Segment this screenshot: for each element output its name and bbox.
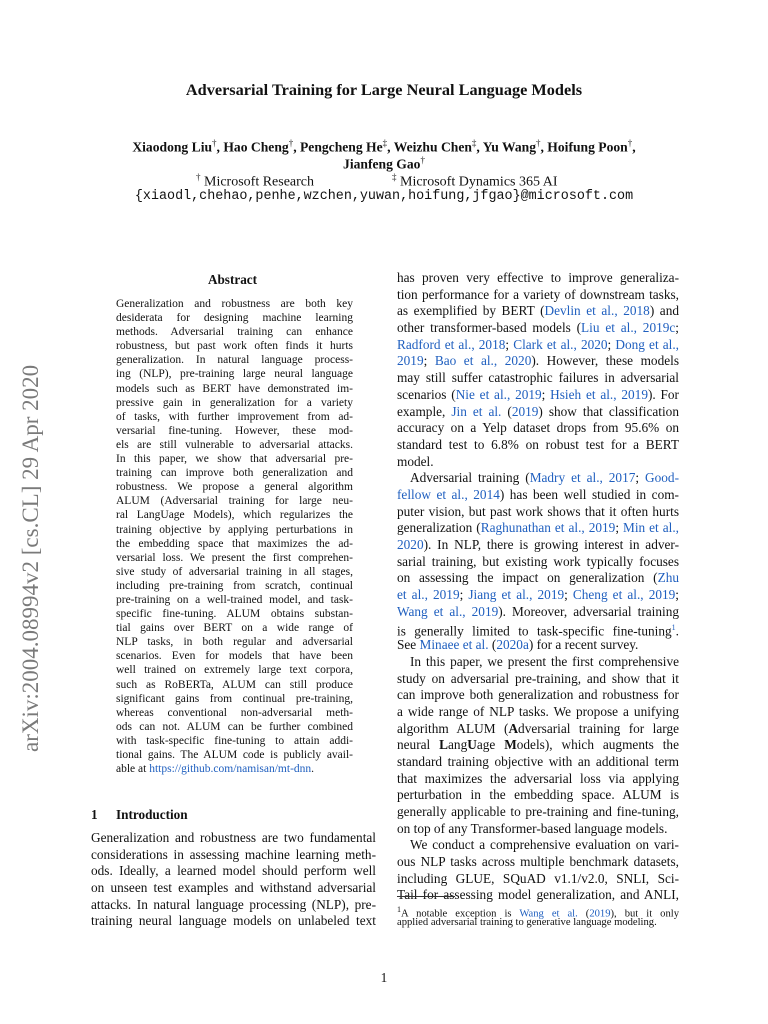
footnote-ref[interactable]: 1	[671, 623, 676, 633]
abstract-line: the embedding space that maximizes the ad-	[116, 537, 353, 550]
affiliation	[196, 172, 314, 191]
arxiv-stamp-text: arXiv:2004.08994v2 [cs.CL] 29 Apr 2020	[18, 364, 43, 752]
body-text: is generally limited to task-specific fine-tuning	[397, 623, 672, 639]
body-line	[397, 520, 679, 537]
body-text: that maximizes the adversarial loss via applying	[397, 770, 679, 786]
citation-link[interactable]: fellow et al.,	[397, 486, 468, 502]
affiliation	[392, 172, 557, 191]
citation-link[interactable]: 2020	[580, 336, 608, 352]
body-line	[397, 570, 679, 587]
abstract-line: such as RoBERTa, ALUM can still produce	[116, 678, 353, 691]
abstract-line: ALUM (Adversarial training for large neu-	[116, 495, 353, 508]
body-line	[397, 721, 679, 738]
citation-year-link[interactable]: 2019	[589, 908, 611, 920]
citation-link[interactable]: 2019	[515, 386, 542, 402]
author-affiliation-mark: ‡	[382, 138, 388, 148]
body-line	[397, 804, 679, 821]
citation-link[interactable]: Bao et al.,	[434, 353, 498, 369]
abstract-body	[116, 297, 353, 776]
abstract-line: whereas conventional non-adversarial meth-	[116, 706, 353, 719]
body-text: standard test to 6.8% on robust test for a BERT	[397, 436, 679, 452]
body-line	[397, 854, 679, 871]
emphasis-letter: U	[467, 737, 477, 753]
abstract-line: pressive gain in generalization for a variety	[116, 396, 353, 409]
body-text: generalization (	[397, 520, 481, 536]
abstract-line: scenarios. Even for models that have been	[116, 650, 353, 663]
abstract-line: models such as BERT have demonstrated im-	[116, 382, 353, 395]
body-text	[497, 353, 505, 368]
citation-link[interactable]: 2018	[478, 336, 506, 352]
body-line	[397, 587, 679, 604]
body-text: scenarios (	[397, 386, 456, 402]
body-text: age	[476, 737, 505, 753]
author-name: Jianfeng Gao	[343, 156, 421, 172]
abstract-line: robustness, but past work often finds it hurts	[116, 340, 353, 353]
body-text: a wide range of NLP tasks. We propose a unifying	[397, 703, 679, 719]
body-text: (	[488, 637, 497, 653]
author-separator: ,	[540, 139, 548, 155]
body-line	[397, 420, 679, 437]
body-text: ;	[564, 587, 573, 603]
body-line	[397, 404, 679, 421]
abstract-line: Generalization and robustness are both key	[116, 298, 353, 310]
body-text: neural	[397, 737, 440, 753]
abstract-line: well trained on extremely large text corpora,	[116, 664, 353, 677]
body-line	[397, 454, 679, 471]
body-text: accuracy on a Yelp dataset drops from 95.6% on	[397, 420, 679, 436]
intro-right-column	[397, 270, 679, 904]
abstract-line: generalization. In natural language process-	[116, 354, 353, 367]
author-name: Xiaodong Liu	[132, 139, 213, 155]
citation-link[interactable]: Dong et al.,	[615, 336, 680, 352]
body-text: standard training objective with an additional term	[397, 753, 679, 769]
affiliation-mark: ‡	[392, 172, 397, 182]
body-line	[397, 554, 679, 571]
author-separator: ,	[476, 139, 483, 155]
body-text: has proven very effective to improve generaliza-	[397, 270, 679, 285]
citation-link[interactable]: Liu et al.,	[581, 320, 637, 336]
code-link[interactable]: https://github.com/namisan/mt-dnn	[149, 763, 312, 776]
emphasis-letter: M	[504, 737, 517, 753]
abstract-line: tional gains. The ALUM code is publicly avail-	[116, 749, 353, 761]
body-line	[397, 287, 679, 304]
author-affiliation-mark: †	[288, 138, 294, 148]
citation-link[interactable]: Nie et al.,	[455, 386, 511, 402]
citation-link[interactable]: 2014	[473, 486, 500, 502]
citation-link[interactable]: 2018	[623, 303, 650, 319]
body-line	[397, 270, 679, 287]
citation-link[interactable]: Hsieh et al.,	[550, 386, 617, 402]
body-line: training neural language models on unlabeled text	[91, 913, 376, 929]
abstract-line: significant gains from continual pre-training,	[116, 692, 353, 705]
body-text: model.	[397, 453, 434, 469]
citation-link[interactable]: Zhu	[657, 570, 679, 586]
citation-link[interactable]: 2017	[608, 470, 636, 486]
citation-link[interactable]: 2019	[537, 587, 565, 603]
body-line	[397, 671, 679, 688]
abstract-line: NLP tasks, in both regular and adversarial	[116, 636, 353, 649]
paper-title: Adversarial Training for Large Neural Language Models	[185, 80, 583, 99]
body-text: ;	[635, 470, 646, 486]
author-separator: ,	[216, 139, 224, 155]
arxiv-stamp	[18, 322, 44, 752]
body-line	[397, 487, 679, 504]
author-name: Weizhu Chen	[393, 139, 472, 155]
body-line	[397, 821, 679, 838]
abstract-line	[116, 762, 353, 776]
abstract-line: versarial loss. We present the first comprehen-	[116, 551, 353, 564]
body-line: on unseen test examples and withstand adversarial	[91, 880, 376, 896]
emphasis-letter: A	[508, 720, 519, 736]
body-text: ous NLP tasks across multiple benchmark datasets,	[397, 854, 679, 870]
body-text: puter vision, but past work shows that it often hurts	[397, 503, 679, 519]
footnote	[397, 903, 679, 930]
body-text: study on adversarial pre-training, and show that it	[397, 670, 679, 686]
footnote-line: applied adversarial training to generative language modeling.	[397, 917, 657, 929]
body-line: Generalization and robustness are two fundamental	[91, 830, 376, 845]
body-line	[397, 387, 679, 404]
abstract-line: specific fine-tuning. ALUM obtains substan-	[116, 608, 353, 621]
author-emails: {xiaodl,chehao,penhe,wzchen,yuwan,hoifung,jfgao}@microsoft.com	[134, 189, 634, 204]
body-line: ods. Ideally, a learned model should perform well	[91, 863, 376, 879]
author-name: Yu Wang	[482, 139, 536, 155]
author-line-2	[0, 155, 768, 173]
section-number: 1	[91, 807, 98, 822]
body-text: ) show that classification	[538, 403, 679, 419]
body-text: odels), which augments the	[516, 737, 679, 753]
body-text: ;	[675, 320, 679, 336]
body-line	[397, 637, 679, 654]
citation-link[interactable]: Wang et al.	[519, 908, 578, 920]
citation-link[interactable]: 2019	[588, 520, 616, 536]
body-line	[397, 787, 679, 804]
citation-link[interactable]: Devlin et al.,	[544, 303, 618, 319]
body-line	[397, 303, 679, 320]
body-text: Tail for assessing model generalization, and ANLI,	[397, 887, 679, 903]
footnote-text: , but it only	[614, 908, 679, 920]
author-separator: ,	[387, 139, 394, 155]
section-heading	[91, 807, 188, 823]
abstract-line: with task-specific fine-tuning to attain addi-	[116, 734, 353, 747]
abstract-line: training objective by applying perturbations in	[116, 523, 353, 536]
body-text: perturbation in the embedding space. ALUM is	[397, 787, 679, 803]
body-text: on assessing the impact on generalization (	[397, 570, 658, 586]
body-text: ) has been well studied in com-	[499, 486, 679, 502]
abstract-line: robustness. We propose a general algorithm	[116, 481, 353, 494]
body-text: ). For	[647, 386, 679, 402]
author-separator: ,	[293, 139, 300, 155]
affiliation-mark: †	[196, 172, 201, 182]
body-text: Adversarial training (	[410, 470, 530, 486]
citation-link[interactable]: Good-	[645, 470, 679, 486]
body-text: In this paper, we present the first comprehensive	[410, 653, 679, 669]
citation-link[interactable]: Wang et al.,	[397, 603, 466, 619]
abstract-line: ral LangUage Models), which regularizes the	[116, 509, 353, 522]
citation-link[interactable]: 2020a	[496, 637, 529, 653]
body-text: dversarial training for large	[518, 720, 679, 736]
citation-link[interactable]: Min et al.,	[623, 520, 679, 536]
author-line-1	[0, 138, 768, 156]
body-line	[397, 437, 679, 454]
body-line	[397, 654, 679, 671]
affiliation-name: Microsoft Research	[204, 174, 315, 190]
page-number: 1	[380, 970, 388, 985]
citation-link[interactable]: Madry et al.,	[529, 470, 603, 486]
author-name: Hoifung Poon	[547, 139, 628, 155]
abstract-line: training can improve both generalization and	[116, 467, 353, 480]
body-text: See	[397, 637, 420, 653]
body-line	[397, 704, 679, 721]
citation-link[interactable]: 2019	[621, 386, 648, 402]
abstract-heading: Abstract	[207, 272, 258, 287]
body-text: ;	[459, 587, 469, 603]
body-text: .	[675, 623, 679, 639]
body-line	[397, 737, 679, 754]
body-text: ;	[675, 587, 679, 603]
abstract-line: versarial fine-tuning. However, these mod-	[116, 424, 353, 437]
body-line	[397, 470, 679, 487]
body-line	[397, 504, 679, 521]
body-line	[397, 871, 679, 888]
abstract-line: sive study of adversarial training in all stages,	[116, 565, 353, 578]
body-text: (	[501, 403, 512, 419]
citation-link[interactable]: 2019	[433, 587, 460, 603]
citation-link[interactable]: 2019	[648, 587, 676, 603]
body-line	[397, 320, 679, 337]
author-affiliation-mark: †	[627, 138, 633, 148]
body-line	[397, 604, 679, 621]
author-separator: ,	[632, 139, 636, 155]
citation-link[interactable]: 2019	[471, 603, 499, 619]
abstract-line: In this paper, we show that adversarial pre-	[116, 453, 353, 466]
body-text: algorithm ALUM (	[397, 720, 509, 736]
body-text: ). However, these models	[531, 353, 679, 369]
author-affiliation-mark: †	[212, 138, 217, 148]
citation-link[interactable]: Jin et al.	[451, 403, 502, 419]
citation-link[interactable]: 2019	[511, 403, 539, 419]
body-text: ) and	[649, 303, 679, 319]
citation-link[interactable]: Jiang et al.,	[468, 587, 533, 603]
footnote-mark: 1	[397, 905, 401, 914]
body-line	[397, 370, 679, 387]
body-text: ). In NLP, there is growing interest in adver-	[423, 537, 679, 552]
footnote-rule	[397, 896, 455, 897]
abstract-line: tial gains over BERT on a wide range of	[116, 622, 353, 635]
citation-link[interactable]: 2020	[504, 353, 532, 369]
abstract-line: els are still vulnerable to adversarial attacks.	[116, 438, 353, 451]
author-name: Hao Cheng	[223, 139, 289, 155]
body-text: ;	[423, 353, 435, 369]
body-text: may still suffer catastrophic failures in adversarial	[397, 370, 679, 386]
body-text: We conduct a comprehensive evaluation on vari-	[410, 837, 679, 853]
author-affiliation-mark: ‡	[471, 138, 477, 148]
citation-link[interactable]: Raghunathan et al.,	[480, 520, 585, 536]
body-text: including GLUE, SQuAD v1.1/v2.0, SNLI, Sci-	[397, 870, 679, 886]
body-text: ang	[448, 737, 468, 753]
abstract-line: desiderata for designing machine learning	[116, 312, 353, 325]
emphasis-letter: L	[439, 737, 449, 753]
abstract-line: ods can not. ALUM can be further combined	[116, 720, 353, 733]
body-line	[397, 837, 679, 854]
abstract-text: able at	[116, 763, 150, 776]
author-affiliation-mark: †	[420, 155, 425, 165]
body-text: ;	[615, 520, 623, 536]
abstract-line: methods. Adversarial training can enhance	[116, 326, 353, 339]
abstract-line: of tasks, with further improvement from ad-	[116, 410, 353, 423]
citation-link[interactable]: 2019	[397, 353, 424, 369]
body-text: on top of any Transformer-based language models.	[397, 820, 668, 836]
citation-link[interactable]: Radford et al.,	[397, 336, 475, 352]
body-line: considerations in assessing machine learning meth-	[91, 846, 376, 862]
body-text: generally applicable to pre-training and fine-tuning,	[397, 804, 679, 819]
citation-link[interactable]: Cheng et al.,	[572, 587, 644, 603]
citation-link[interactable]: et al.,	[397, 587, 428, 603]
body-text: ) for a recent survey.	[528, 637, 639, 653]
body-line	[397, 337, 679, 354]
body-text: ;	[607, 336, 616, 352]
body-text: example,	[397, 403, 452, 419]
abstract-text: .	[311, 763, 315, 776]
body-text: can improve both generalization and robustness for	[397, 687, 679, 703]
abstract-line: ing (NLP), pre-training large neural language	[116, 368, 353, 381]
body-text: ;	[505, 336, 514, 352]
affiliation-name: Microsoft Dynamics 365 AI	[400, 174, 558, 190]
body-text: other transformer-based models (	[397, 320, 582, 336]
author-name: Pengcheng He	[299, 139, 383, 155]
abstract-line: pre-training on a well-trained model, and task-	[116, 593, 353, 606]
citation-link[interactable]: 2020	[397, 537, 424, 552]
body-line	[397, 537, 679, 554]
abstract-line: including pre-training from scratch, continual	[116, 579, 353, 592]
footnote-line: $^1$A notable exception is Wang et al. (2019), but it only	[397, 905, 679, 920]
author-affiliation-mark: †	[536, 138, 541, 148]
body-line	[397, 754, 679, 771]
body-text: tion performance for a variety of downstream tasks,	[397, 286, 679, 302]
section-title: Introduction	[116, 807, 188, 822]
body-line: attacks. In natural language processing (NLP), pre-	[91, 896, 376, 912]
body-line	[397, 687, 679, 704]
footnote-text: A notable exception is	[401, 908, 520, 920]
body-text: ). Moreover, adversarial training	[498, 603, 679, 619]
body-line	[397, 771, 679, 788]
body-line	[397, 353, 679, 370]
body-text: as exemplified by BERT (	[397, 303, 545, 319]
body-line	[397, 620, 679, 637]
intro-left-column	[91, 830, 376, 930]
citation-link[interactable]: 2019c	[642, 320, 676, 336]
citation-link[interactable]: Clark et al.,	[513, 336, 577, 352]
body-text: sarial training, but existing work typically focuses	[397, 553, 679, 569]
citation-link[interactable]: Minaee et al.	[419, 637, 489, 653]
body-text: ;	[541, 386, 551, 402]
